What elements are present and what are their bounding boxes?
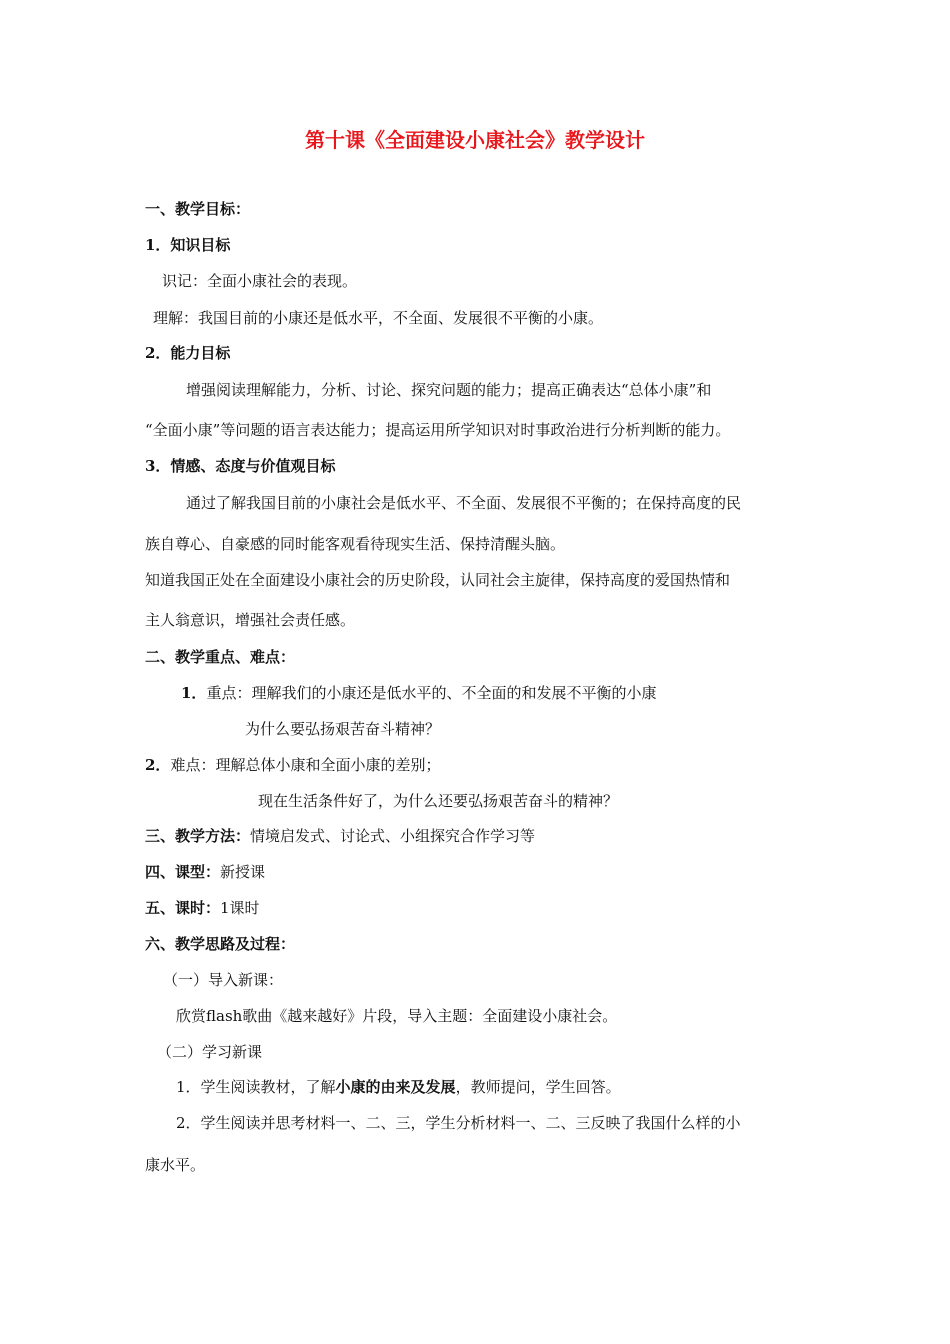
emotion-goal-line-3: 知道我国正处在全面建设小康社会的历史阶段，认同社会主旋律，保持高度的爱国热情和 bbox=[145, 571, 731, 589]
learn-item-2-line-1: 2．学生阅读并思考材料一、二、三，学生分析材料一、二、三反映了我国什么样的小 bbox=[176, 1114, 741, 1132]
knowledge-goal-understand: 理解：我国目前的小康还是低水平，不全面、发展很不平衡的小康。 bbox=[153, 309, 604, 327]
learn-heading: （二）学习新课 bbox=[157, 1043, 263, 1061]
document-title: 第十课《全面建设小康社会》教学设计 bbox=[305, 128, 645, 152]
section-2-heading: 二、教学重点、难点： bbox=[145, 648, 296, 666]
difficult-point-line-2: 现在生活条件好了，为什么还要弘扬艰苦奋斗的精神？ bbox=[258, 792, 619, 810]
learn-item-2-line-2: 康水平。 bbox=[145, 1156, 206, 1174]
learn-item-1-emphasis: 小康的由来及发展 bbox=[335, 1078, 456, 1096]
key-point-number: 1． bbox=[181, 684, 207, 702]
knowledge-goal-memorize: 识记：全面小康社会的表现。 bbox=[162, 272, 358, 290]
section-5-heading: 五、课时： bbox=[145, 899, 221, 917]
learn-item-1-pre: 1．学生阅读教材，了解 bbox=[176, 1078, 336, 1096]
section-3 bbox=[145, 826, 535, 846]
difficult-point-number: 2． bbox=[145, 756, 171, 774]
difficult-point-text: 难点：理解总体小康和全面小康的差别； bbox=[170, 756, 441, 774]
emotion-goal-line-2: 族自尊心、自豪感的同时能客观看待现实生活、保持清醒头脑。 bbox=[145, 535, 566, 553]
ability-goal-line-1: 增强阅读理解能力，分析、讨论、探究问题的能力；提高正确表达“总体小康”和 bbox=[186, 381, 712, 399]
ability-goal-line-2: “全面小康”等问题的语言表达能力；提高运用所学知识对时事政治进行分析判断的能力。 bbox=[145, 421, 731, 439]
section-4-heading: 四、课型： bbox=[145, 863, 221, 881]
emotion-goal-line-1: 通过了解我国目前的小康社会是低水平、不全面、发展很不平衡的；在保持高度的民 bbox=[186, 494, 742, 512]
learn-item-1-post: ，教师提问，学生回答。 bbox=[455, 1078, 621, 1096]
section-6-heading: 六、教学思路及过程： bbox=[145, 935, 296, 953]
ability-goal-heading: 2．能力目标 bbox=[145, 344, 231, 362]
key-point-text: 重点：理解我们的小康还是低水平的、不全面的和发展不平衡的小康 bbox=[206, 684, 657, 702]
section-5 bbox=[145, 898, 260, 918]
section-1-heading: 一、教学目标： bbox=[145, 200, 251, 218]
intro-text: 欣赏flash歌曲《越来越好》片段，导入主题：全面建设小康社会。 bbox=[176, 1007, 618, 1025]
key-point-line-1 bbox=[181, 683, 656, 703]
difficult-point-line-1 bbox=[145, 755, 440, 775]
emotion-goal-line-4: 主人翁意识，增强社会责任感。 bbox=[145, 611, 356, 629]
learn-item-1 bbox=[176, 1077, 621, 1097]
knowledge-goal-heading: 1．知识目标 bbox=[145, 236, 231, 254]
key-point-line-2: 为什么要弘扬艰苦奋斗精神？ bbox=[245, 720, 441, 738]
section-5-text: 1课时 bbox=[220, 899, 260, 917]
section-3-text: 情境启发式、讨论式、小组探究合作学习等 bbox=[250, 827, 536, 845]
intro-heading: （一）导入新课： bbox=[163, 971, 284, 989]
section-4-text: 新授课 bbox=[220, 863, 266, 881]
section-4 bbox=[145, 862, 265, 882]
section-3-heading: 三、教学方法： bbox=[145, 827, 251, 845]
emotion-goal-heading: 3．情感、态度与价值观目标 bbox=[145, 457, 336, 475]
